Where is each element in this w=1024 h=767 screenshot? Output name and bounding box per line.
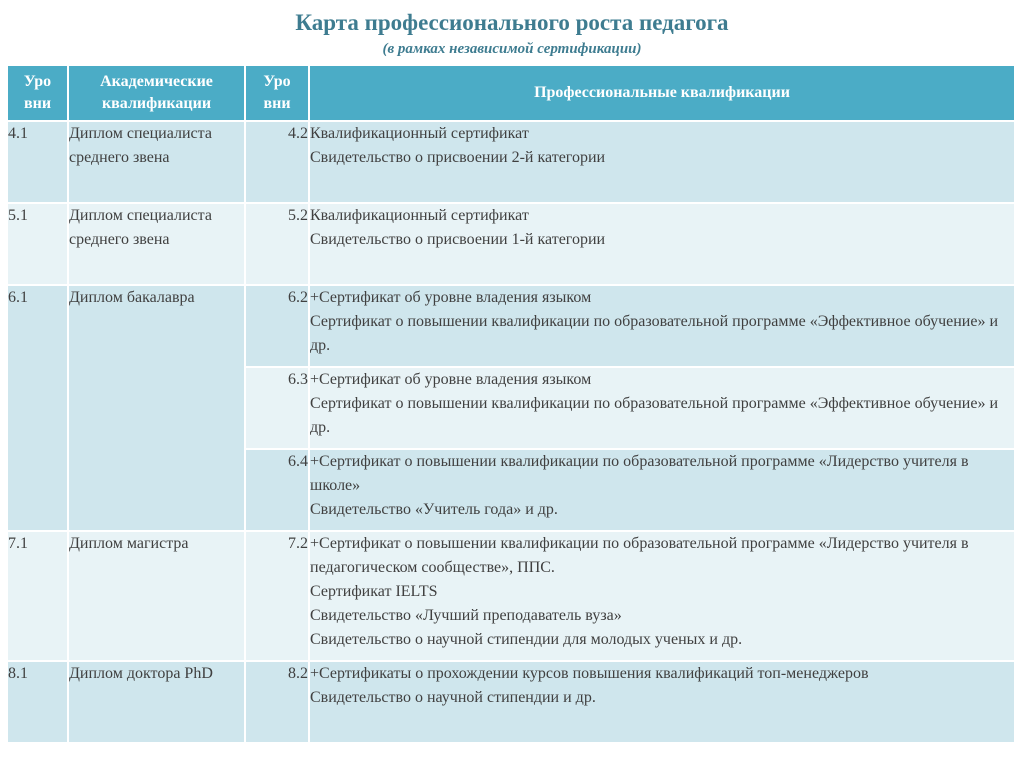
- table-row: [7, 285, 1015, 367]
- sublevel-cell: 4.2: [245, 121, 309, 203]
- professional-line: +Сертификат об уровне владения языком: [310, 371, 592, 388]
- table-header-row: [7, 65, 1015, 121]
- professional-line: Свидетельство «Лучший преподаватель вуза»: [310, 607, 622, 624]
- professional-cell: [309, 661, 1015, 743]
- level-cell: 6.1: [7, 285, 68, 531]
- professional-cell: [309, 121, 1015, 203]
- professional-cell: [309, 285, 1015, 367]
- professional-line: +Сертификат о повышении квалификации по образовательной программе «Лидерство учителя в школе»: [310, 453, 969, 494]
- sublevel-cell: 6.3: [245, 367, 309, 449]
- professional-line: Свидетельство «Учитель года» и др.: [310, 501, 558, 518]
- page-title: Карта профессионального роста педагога: [295, 10, 729, 35]
- table-row: [7, 531, 1015, 661]
- sublevel-cell: 7.2: [245, 531, 309, 661]
- header-professional: Профессиональные квалификации: [309, 65, 1015, 121]
- professional-line: Сертификат IELTS: [310, 583, 438, 600]
- professional-line: Сертификат о повышении квалификации по образовательной программе «Эффективное обучение» и др.: [310, 395, 999, 436]
- table-row: [7, 661, 1015, 743]
- professional-line: +Сертификат об уровне владения языком: [310, 289, 592, 306]
- sublevel-cell: 8.2: [245, 661, 309, 743]
- academic-cell: Диплом специалиста среднего звена: [68, 203, 245, 285]
- professional-line: Квалификационный сертификат: [310, 125, 529, 142]
- professional-cell: [309, 531, 1015, 661]
- academic-cell: Диплом доктора PhD: [68, 661, 245, 743]
- professional-cell: [309, 203, 1015, 285]
- sublevel-cell: 5.2: [245, 203, 309, 285]
- header-sublevels: Уро вни: [245, 65, 309, 121]
- professional-line: Свидетельство о научной стипендии и др.: [310, 689, 596, 706]
- sublevel-cell: 6.4: [245, 449, 309, 531]
- sublevel-cell: 6.2: [245, 285, 309, 367]
- qualifications-table: [6, 64, 1016, 744]
- professional-line: Квалификационный сертификат: [310, 207, 529, 224]
- professional-line: Сертификат о повышении квалификации по образовательной программе «Эффективное обучение» и др.: [310, 313, 999, 354]
- academic-cell: Диплом специалиста среднего звена: [68, 121, 245, 203]
- academic-cell: Диплом бакалавра: [68, 285, 245, 531]
- professional-cell: [309, 449, 1015, 531]
- professional-line: +Сертификаты о прохождении курсов повышения квалификаций топ-менеджеров: [310, 665, 869, 682]
- professional-line: +Сертификат о повышении квалификации по образовательной программе «Лидерство учителя в педагогическом сообществе», ППС.: [310, 535, 969, 576]
- professional-line: Свидетельство о присвоении 1-й категории: [310, 231, 606, 248]
- header-academic: Академические квалификации: [68, 65, 245, 121]
- professional-cell: [309, 367, 1015, 449]
- professional-line: Свидетельство о научной стипендии для молодых ученых и др.: [310, 631, 743, 648]
- level-cell: 4.1: [7, 121, 68, 203]
- page-subtitle: (в рамках независимой сертификации): [382, 41, 642, 57]
- academic-cell: Диплом магистра: [68, 531, 245, 661]
- table-row: [7, 121, 1015, 203]
- professional-line: Свидетельство о присвоении 2-й категории: [310, 149, 606, 166]
- level-cell: 7.1: [7, 531, 68, 661]
- level-cell: 5.1: [7, 203, 68, 285]
- header-levels: Уро вни: [7, 65, 68, 121]
- table-row: [7, 203, 1015, 285]
- level-cell: 8.1: [7, 661, 68, 743]
